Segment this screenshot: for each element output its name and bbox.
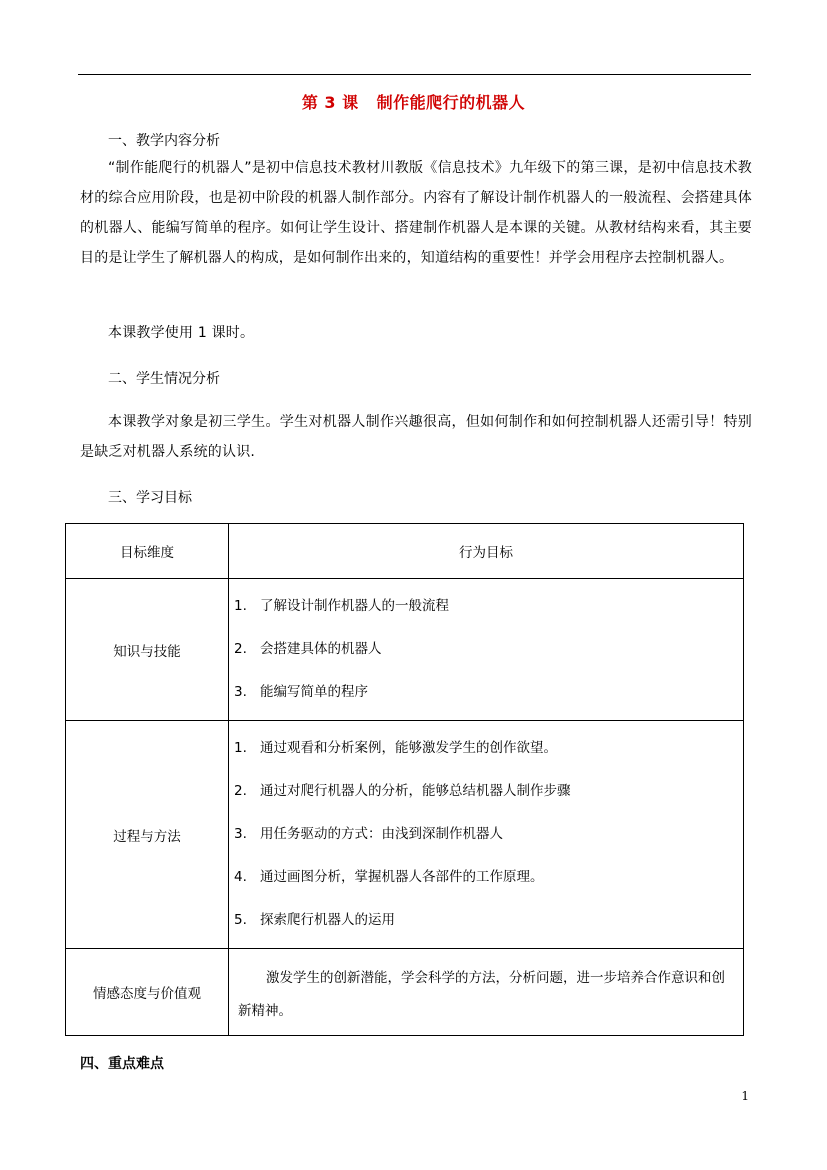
list-item: 1. 了解设计制作机器人的一般流程 — [234, 598, 449, 614]
list-item: 4. 通过画图分析，掌握机器人各部件的工作原理。 — [234, 869, 544, 885]
lesson-number: 第 3 课 — [301, 93, 359, 112]
goals-cell — [229, 579, 744, 721]
section-heading-student-analysis: 二、学生情况分析 — [108, 371, 220, 387]
list-item: 2. 会搭建具体的机器人 — [234, 641, 382, 657]
list-item: 5. 探索爬行机器人的运用 — [234, 912, 395, 928]
section-heading-key-points: 四、重点难点 — [80, 1056, 164, 1072]
list-item: 3. 用任务驱动的方式：由浅到深制作机器人 — [234, 826, 503, 842]
list-item: 2. 通过对爬行机器人的分析，能够总结机器人制作步骤 — [234, 783, 571, 799]
table-row — [66, 579, 744, 721]
dimension-cell: 情感态度与价值观 — [66, 949, 229, 1036]
dimension-cell: 过程与方法 — [66, 721, 229, 949]
lesson-name: 制作能爬行的机器人 — [376, 93, 526, 112]
class-hours-paragraph: 本课教学使用 1 课时。 — [108, 325, 255, 341]
list-item: 3. 能编写简单的程序 — [234, 684, 368, 700]
table-header-behavior: 行为目标 — [229, 524, 744, 579]
learning-goals-table — [65, 523, 744, 1036]
goals-cell — [229, 949, 744, 1036]
dimension-cell: 知识与技能 — [66, 579, 229, 721]
table-row — [66, 721, 744, 949]
section-heading-content-analysis: 一、教学内容分析 — [108, 133, 220, 149]
student-analysis-paragraph: 本课教学对象是初三学生。学生对机器人制作兴趣很高，但如何制作和如何控制机器人还需引导！特别是缺乏对机器人系统的认识. — [80, 414, 752, 460]
page-title — [0, 90, 827, 113]
header-rule — [78, 74, 751, 75]
affect-goal-text: 激发学生的创新潜能，学会科学的方法，分析问题，进一步培养合作意识和创新精神。 — [238, 970, 725, 1019]
list-item: 1. 通过观看和分析案例，能够激发学生的创作欲望。 — [234, 740, 557, 756]
goals-cell — [229, 721, 744, 949]
table-row — [66, 949, 744, 1036]
page-number: 1 — [741, 1089, 749, 1103]
section-heading-learning-goals: 三、学习目标 — [108, 490, 192, 506]
table-header-dimension: 目标维度 — [66, 524, 229, 579]
table-header-row — [66, 524, 744, 579]
content-analysis-paragraph: “制作能爬行的机器人”是初中信息技术教材川教版《信息技术》九年级下的第三课，是初中信息技术教材的综合应用阶段，也是初中阶段的机器人制作部分。内容有了解设计制作机器人的一般流程、会搭建具体的机器人、能编写简单的程序。如何让学生设计、搭建制作机器人是本课的关键。从教材结构来看，其主要目的是让学生了解机器人的构成，是如何制作出来的，知道结构的重要性！并学会用程序去控制机器人。 — [80, 160, 752, 266]
